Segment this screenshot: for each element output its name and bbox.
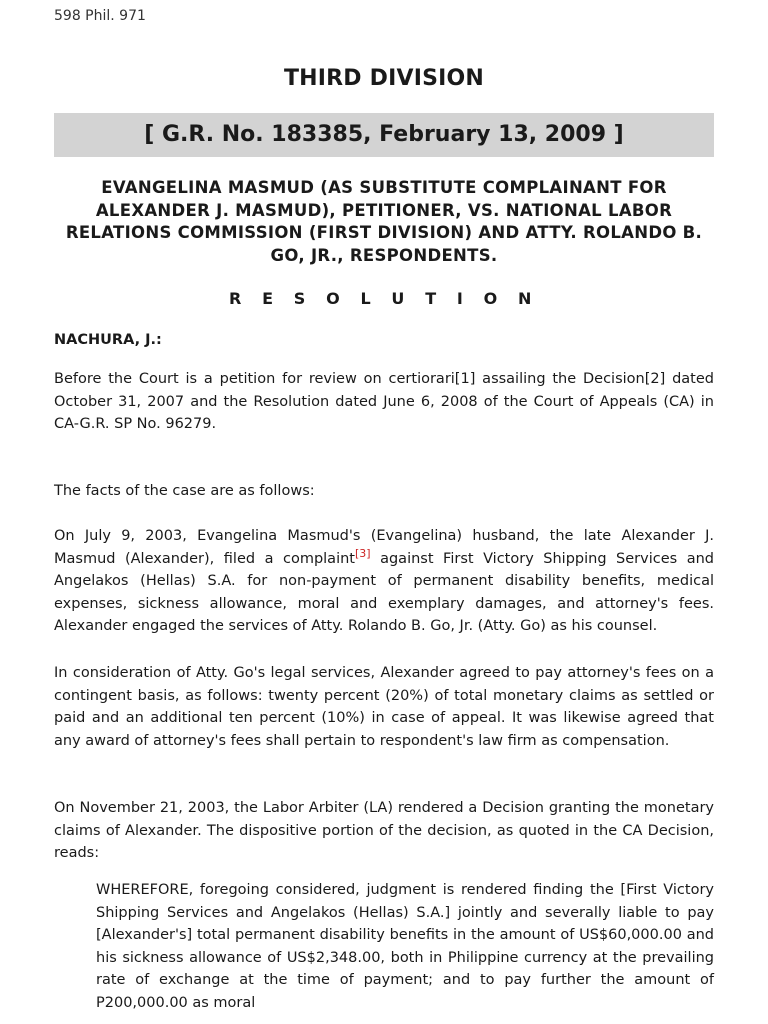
paragraph-complaint-text: On July 9, 2003, Evangelina Masmud's (Evangelina) husband, the late Alexander J. Masmud (Alexander), filed a complaint [54,528,714,567]
paragraph-la-decision: On November 21, 2003, the Labor Arbiter (LA) rendered a Decision granting the monetary claims of Alexander. The dispositive portion of the decision, as quoted in the CA Decision, reads: [54,800,714,861]
paragraph-complaint-text-cont: against First Victory Shipping Services and Angelakos (Hellas) S.A. for non-payment of permanent disability benefits, medical expenses, sickness allowance, moral and exemplary damages, and attorney's fees. Alexander engaged the services of Atty. Rolando B. Go, Jr. (Atty. Go) as his counsel. [54,550,714,634]
paragraph-facts-heading: The facts of the case are as follows: [54,483,315,499]
ponente: NACHURA, J.: [54,332,162,348]
footnote-link[interactable]: [3] [354,546,371,560]
block-quote-dispositive: WHEREFORE, foregoing considered, judgment is rendered finding the [First Victory Shipping Services and Angelakos (Hellas) S.A.] jointly and severally liable to pay [Alexander's] total permanent disability benefits in the amount of US$60,000.00 and his sickness allowance of US$2,348.00, both in Philippine currency at the prevailing rate of exchange at the time of payment; and to pay further the amount of P200,000.00 as moral [96,882,714,1011]
paragraph-attorney-fees: In consideration of Atty. Go's legal services, Alexander agreed to pay attorney's fees on a contingent basis, as follows: twenty percent (20%) of total monetary claims as settled or paid and an additional ten percent (10%) in case of appeal. It was likewise agreed that any award of attorney's fees shall pertain to respondent's law firm as compensation. [54,665,714,749]
case-parties: EVANGELINA MASMUD (AS SUBSTITUTE COMPLAINANT FOR ALEXANDER J. MASMUD), PETITIONER, VS. NATIONAL LABOR RELATIONS COMMISSION (FIRST DIVISION) AND ATTY. ROLANDO B. GO, JR., RESPONDENTS. [65,178,703,265]
citation: 598 Phil. 971 [54,8,146,24]
division-heading: THIRD DIVISION [283,66,485,91]
case-number-banner: [ G.R. No. 183385, February 13, 2009 ] [54,113,714,157]
paragraph-complaint [54,525,714,638]
paragraph-intro: Before the Court is a petition for review on certiorari[1] assailing the Decision[2] dated October 31, 2007 and the Resolution dated June 6, 2008 of the Court of Appeals (CA) in CA-G.R. SP No. 96279. [54,371,714,432]
document-type-heading: R E S O L U T I O N [229,289,539,308]
